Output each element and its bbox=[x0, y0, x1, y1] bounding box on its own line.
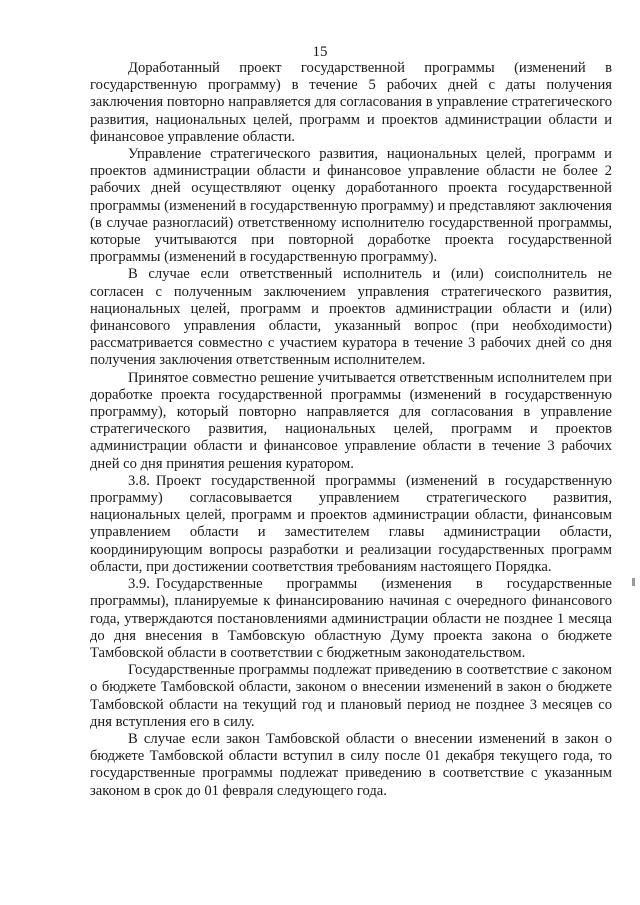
paragraph bbox=[90, 266, 612, 369]
paragraph bbox=[90, 370, 612, 473]
paragraph-number: 3.8. bbox=[128, 472, 150, 489]
page-number: 15 bbox=[312, 44, 328, 60]
paragraph-text: Управление стратегического развития, национальных целей, программ и проектов администрации области и финансовое управление области не более 2 рабочих дней осуществляют оценку доработанного проекта государственной программы (изменений в государственную программу) и представляют заключения (в случае разногласий) ответственному исполнителю государственной программы, которые учитываются при повторной доработке проекта государственной программы (изменений в государственную программу). bbox=[90, 146, 612, 266]
document-body bbox=[90, 60, 612, 800]
paragraph bbox=[90, 60, 612, 146]
numbered-paragraph-3-8 bbox=[90, 473, 612, 576]
paragraph-number: 3.9. bbox=[128, 576, 150, 593]
paragraph-text: Доработанный проект государственной программы (изменений в государственную программу) в течение 5 рабочих дней с даты получения заключения повторно направляется для согласования в управление стратегического развития, национальных целей, программ и проектов администрации области и финансовое управление области. bbox=[90, 60, 612, 145]
numbered-paragraph-3-9 bbox=[90, 576, 612, 662]
paragraph bbox=[90, 731, 612, 800]
paragraph-text: В случае если закон Тамбовской области о внесении изменений в закон о бюджете Тамбовской области вступил в силу после 01 декабря текущего года, то государственные программы подлежат приведению в соответствие с указанным законом в срок до 01 февраля следующего года. bbox=[90, 730, 612, 799]
paragraph-text: Государственные программы подлежат приведению в соответствие с законом о бюджете Тамбовской области, законом о внесении изменений в закон о бюджете Тамбовской области на текущий год и плановый период не позднее 3 месяцев со дня вступления его в силу. bbox=[90, 662, 612, 730]
paragraph bbox=[90, 146, 612, 266]
paragraph-text: Проект государственной программы (изменений в государственную программу) согласовывается управлением стратегического развития, национальных целей, программ и проектов администрации области, финансовым управлением области и заместителем главы администрации области, координирующим вопросы разработки и реализации государственных программ области, при достижении соответствия требованиям настоящего Порядка. bbox=[90, 472, 612, 575]
paragraph-text: В случае если ответственный исполнитель и (или) соисполнитель не согласен с полученным заключением управления стратегического развития, национальных целей, программ и проектов администрации области и (или) финансового управления области, указанный вопрос (при необходимости) рассматривается совместно с участием куратора в течение 3 рабочих дней со дня получения заключения ответственным исполнителем. bbox=[90, 266, 612, 369]
scan-margin-mark bbox=[632, 578, 635, 586]
paragraph bbox=[90, 662, 612, 731]
paragraph-text: Государственные программы (изменения в государственные программы), планируемые к финансированию начиная с очередного финансового года, утверждаются постановлениями администрации области не позднее 1 месяца до дня внесения в Тамбовскую областную Думу проекта закона о бюджете Тамбовской области в соответствии с бюджетным законодательством. bbox=[90, 576, 612, 661]
paragraph-text: Принятое совместно решение учитывается ответственным исполнителем при доработке проекта государственной программы (изменений в государственную программу), который повторно направляется для согласования в управление стратегического развития, национальных целей, программ и проектов администрации области и финансовое управление области в течение 3 рабочих дней со дня принятия решения куратором. bbox=[90, 369, 612, 472]
